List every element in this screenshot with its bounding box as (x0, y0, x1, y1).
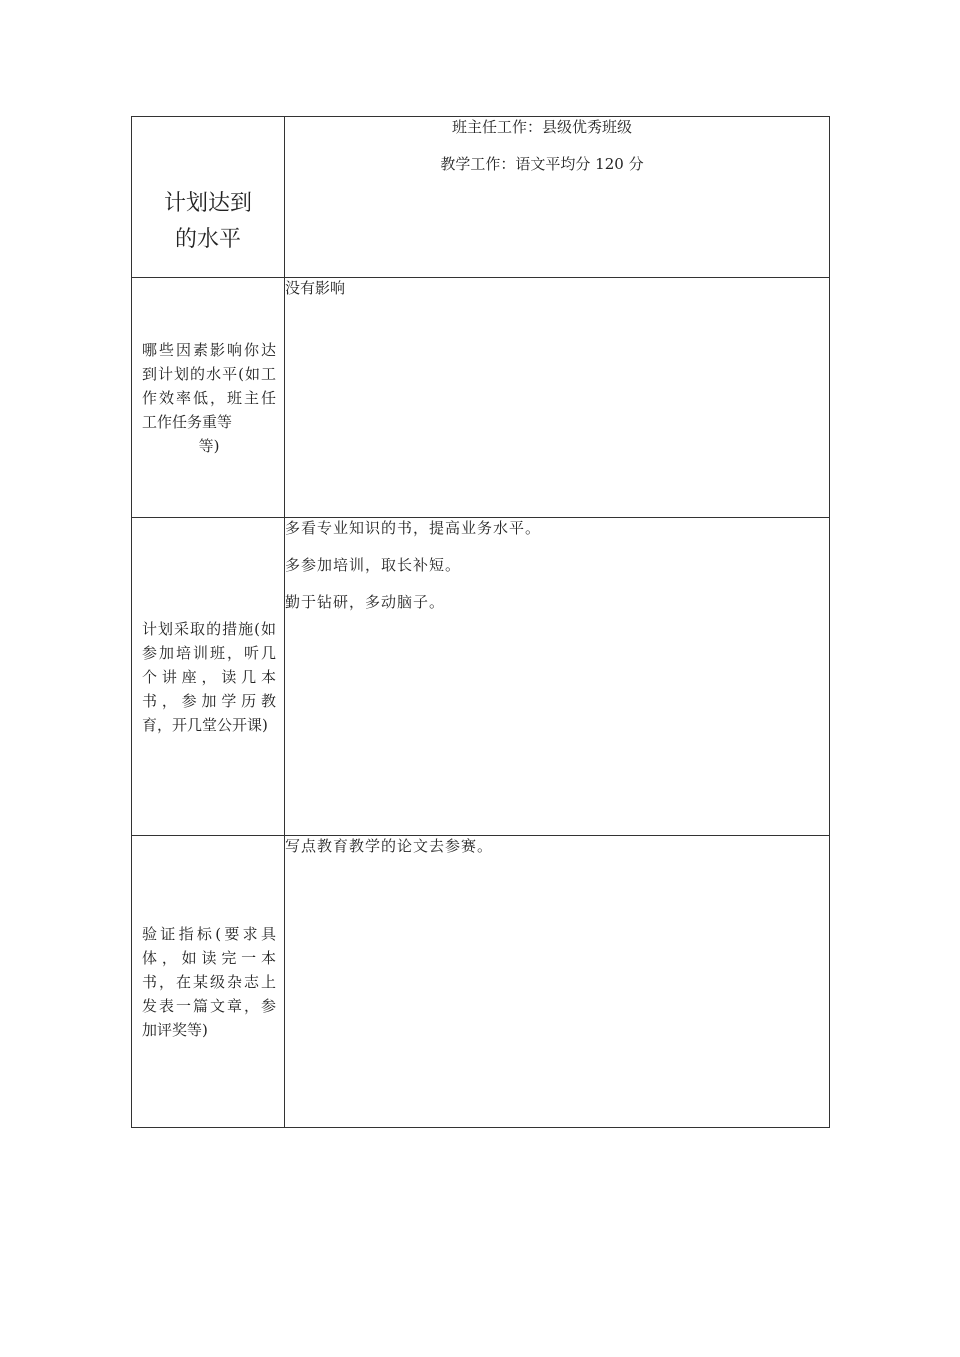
label-influencing-factors-tail: 等) (198, 436, 220, 455)
label-influencing-factors: 哪些因素影响你达到计划的水平(如工作效率低，班主任工作任务重等 (142, 340, 276, 431)
content-cell-planned-measures (285, 518, 830, 836)
label-cell-planned-measures (132, 518, 285, 836)
label-target-level (132, 136, 284, 258)
plan-form-table (131, 116, 830, 1128)
content-line: 班主任工作：县级优秀班级 (451, 118, 632, 136)
table-row-verification-indicators (132, 836, 830, 1128)
content-line: 没有影响 (285, 279, 346, 297)
content-line: 多参加培训，取长补短。 (285, 556, 462, 574)
label-line: 的水平 (174, 227, 241, 252)
label-cell-target-level (132, 117, 285, 278)
content-line: 勤于钻研，多动脑子。 (285, 593, 446, 611)
label-line: 计划达到 (163, 191, 252, 216)
table-row-planned-measures (132, 518, 830, 836)
table-row-influencing-factors (132, 278, 830, 518)
content-cell-verification-indicators (285, 836, 830, 1128)
label-verification-indicators: 验证指标(要求具体，如读完一本书，在某级杂志上发表一篇文章，参加评奖等) (142, 924, 276, 1039)
content-line: 写点教育教学的论文去参赛。 (285, 837, 494, 855)
label-planned-measures: 计划采取的措施(如参加培训班，听几个讲座，读几本书，参加学历教育，开几堂公开课) (142, 619, 276, 734)
table-row-target-level (132, 117, 830, 278)
label-cell-influencing-factors (132, 278, 285, 518)
content-line: 教学工作：语文平均分 120 分 (440, 155, 644, 173)
label-cell-verification-indicators (132, 836, 285, 1128)
content-line: 多看专业知识的书，提高业务水平。 (285, 519, 542, 537)
content-cell-target-level (285, 117, 830, 278)
content-cell-influencing-factors (285, 278, 830, 518)
